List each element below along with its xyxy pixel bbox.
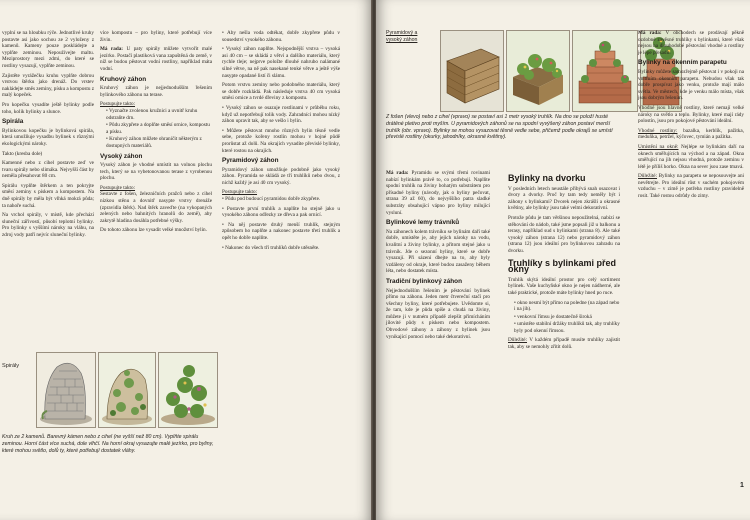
list-item: • Vyznačte zvolenou kružnici a uvnitř kruhu odstraňte drn. xyxy=(106,108,212,121)
heading-tradicni-zahon: Tradiční bylinkový záhon xyxy=(386,277,462,285)
left-page xyxy=(0,0,372,520)
paragraph: • Nakonec do všech tří truhlíků dobře utěsněte. xyxy=(222,244,320,251)
paragraph: Potom vrstvu zeminy nebo podobného materiálu, který se dobře rozkládá. Pak následuje vrstva 40 cm vysoká směsi ornice a tvrdé dřeviny z kompostu. xyxy=(222,82,340,102)
paragraph: Spirálu vyplňte štěrkem a ten pokryjte směsí zeminy s pískem a kompostem. Na dně spirály by měla být vlhká mokrá půda; ta nahoře suchá. xyxy=(2,182,94,209)
figure-caption: Kruh ze 2 kamenů. Barevný kámen nebo z cihel (ne vyšší než 80 cm). Vyplňte spirálu zeminou. Horní část více suchá, dole vlhčí. Na horní okraj vysazujte malé jezírko, pro byliny, které mohou světlo, dolů ty, které potřebují dostatek vláhy. xyxy=(2,434,214,454)
procedure-label: Postupujte takto: xyxy=(100,101,136,108)
paragraph: • Vysoký záhon se osazuje rostlinami v průběhu roku, když už nepotřebují tolik vody. Zahradníci mohou nízký záhon upravit tak, aby se vešlo i bylin. xyxy=(222,104,340,125)
list-item: • okno nesmí být přímo na poledne (na západ nebo i na jih). xyxy=(514,300,620,313)
spiral-illustration-3 xyxy=(158,352,218,428)
heading-bylinkove-lemy: Bylinkové lemy trávníků xyxy=(386,219,460,227)
important-text: V každém případě musíte truhlíky zajistit tak, aby se nemohly zřítit dolů. xyxy=(508,337,620,351)
paragraph: • Na něj postavte druhý menší truhlík, stejným způsobem ho naplňte a nakonec postavte třetí truhlík a opět ho dobře naplňte. xyxy=(222,221,340,242)
important-text: Bylinky na parapetu se neposouvejte ani nevětrejte. Pro ideální růst v suchém pokojovém vzduchu – v zimě je potřeba rostliny pravidelně rosit. Také rostou odrůdy do zimy. xyxy=(638,173,744,200)
paragraph: Protože půdu je tam většinou nepoužitelná, nabízí se stěhování do nádob, také jsme popsali již u balkonu a terasy, například sud s bylinkami (strana 8). Ale také vysoký záhon (strana 12) nebo pyramidový záhon (strana 12) jsou ideální pro bylinkovou zahradu na dvorku. xyxy=(508,214,620,254)
suitable-plants-text: bazalka, kerblík, pažitka, meduňka, petržel, kýčovec, tymián a pažitka. xyxy=(638,127,744,141)
heading-truhliky: Truhlíky s bylinkami před okny xyxy=(508,257,617,275)
important-label: Důležité: xyxy=(508,337,528,344)
bullet-list xyxy=(100,108,212,150)
side-label: Spirály xyxy=(2,363,20,369)
list-item: • Půdu zkypřete a doplňte směsí ornice, kompostu a písku. xyxy=(106,122,212,135)
paragraph: Kamenné nebo z cihel postavte zeď ve tvaru spirály nebo slimáka. Nejvyšší část by neměla přesahovat 80 cm. xyxy=(2,160,94,180)
placement-text: Nejlépe se bylinkám daří na oknech směřujících na východ a na západ. Okna směřující na jih nejsou vhodná, protože zeminu v létě je příliš horko. Okna na sever jsou zase tmavá. xyxy=(638,143,744,170)
pyramid-bed-illustration xyxy=(572,30,638,112)
paragraph: • Aby nešla voda odtékat, dobře zkypřete půdu v sousedství vysokého záhonu. xyxy=(222,30,340,43)
heading-bylinky-na-dvorku: Bylinky na dvorku xyxy=(508,173,586,183)
procedure-label: Postupujte takto: xyxy=(222,189,258,196)
paragraph: • Postavte první truhlík a naplňte ho stejně jako u vysokého záhonu odřezky ze dřeva a pak ornicí. xyxy=(222,205,340,219)
left-column-2 xyxy=(100,30,212,237)
paragraph: Pyramidový záhon umožňuje podobně jako vysoký záhon. Pyramida se skládá ze tří truhlíků nebo dvou, z nichž každý je asi 40 cm vysoký. xyxy=(222,166,340,186)
heading-okenni-parapet: Bylinky na okenním parapetu xyxy=(638,59,727,67)
spiral-illustration-2 xyxy=(98,352,156,428)
heading-pyramidovy-zahon: Pyramidový záhon xyxy=(222,157,279,165)
paragraph: vyplní se na hloubku rýče. Jednotlivé kruhy postavte asi jako sochou ze 2 vyloženy z kamenů. Kameny pouze poskládejte a vyplňte zeminou. Nepoužívejte maltu. Meziprostory mezi zdmi, do které se rostliny vysazují, vyplňte zeminou. xyxy=(2,30,94,69)
spiral-illustration-1 xyxy=(36,352,96,428)
heading-vysoky-zahon: Vysoký záhon xyxy=(100,152,143,160)
tip-label: Má rada: xyxy=(638,30,662,36)
paragraph: Pro kopečku vysadíte ještě bylinky podle toho, kolik bylinky a slunce. xyxy=(2,101,94,115)
left-column-1 xyxy=(2,30,94,242)
paragraph: • Můžete pěstovat mnoho různých bylin těsně vedle sebe, protože kořeny rostlin mohou v hojné půdě prorůstat až dolů. Na okrajích vysadíte převislé bylinky, které rostou na okrajích. xyxy=(222,127,340,154)
tip-label: Má rada: xyxy=(386,170,409,176)
paragraph: Sestavte z fošen, železničních pražců nebo z cihel nízkou stěnu a dovnitř nasypte vrstvy drenáže (zpravidla štěrk). Nad štěrk zaveďte (na vykopaných zelených nebo bahnitých hranolů do země), aby zakrytě hladina dosáhla potřebné výšky. xyxy=(100,191,212,224)
right-column-1 xyxy=(386,170,490,343)
paragraph: Na záhonech kolem trávníku se bylinám daří také dobře, umístěte je, aby jejich nároky na vodu, kvalitní a živiny bylinky, a přitom stejné jako u trávník. Jde o sezonní byliny, které se dobře vysazují. Při sázení dbejte na to, aby byly vzdáleny od okraje, které budou zasaženy během léta, nebo dostatek místa. xyxy=(386,228,490,275)
paragraph: Do tohoto záhonu lze vysadit velké množství bylin. xyxy=(100,227,207,234)
paragraph: Vysoký záhon je vhodné umístit na volnou plochu tech, který se na vybetonovanou terase z vyrobenou plochu. xyxy=(100,162,212,182)
paragraph: Kruhový záhon je nejjednodušším řešením bylinkového záhonu na terase. xyxy=(100,85,212,98)
tip-text: V obchodech se prodávají pěkně ozdobné závěsné truhlíky s bylinkami, které však nejsou na dlouhodobé pěstování vhodné a rostliny je lépe přesadit. xyxy=(638,30,745,56)
left-column-3 xyxy=(222,30,340,254)
paragraph: Nejjednodušším řešením je pěstování bylinek přímo na záhonu. Jeden metr čtvereční stačí pro všechny byliny, které potřebujete. Uvědomte si, že tam, kde je půda spíše a chudá na živiny, můžete ji v nutném případě zlepšit přimícháním jílovité půdy s pískem nebo kompostem. Obvodové záhony a záhony z bylinek jsou vynikající pomocí nebo také dekorativní. xyxy=(386,287,490,340)
paragraph: Na vrchol spirály, v místě, kde přechází sluneční zářivostí, působí teplotní bylinky. Pro bylinky s vyššími nároky na vláhu, na zdroj vody patří nejvíc sluneční bylinky. xyxy=(2,212,94,239)
figure-label: Pyramidový a vysoký záhon xyxy=(386,30,418,43)
heading-spirala: Spirála xyxy=(2,118,24,126)
list-item: • umístěte stabilní držáky truhlíků tak, aby truhlíky byly pod okenní římsou. xyxy=(514,321,620,334)
figure-caption: Z fošen (vlevo) nebo z cihel (vpravo) se postaví asi 1 metr vysoký truhlík. Na dno se položí husté drátěné pletivo proti myším. U pyramidových záhonů se na spodní vyvýšený záhon postaví menší truhlík (obr. vpravo). Bylinky se mohou vysazovat těsně vedle sebe, přičemž podle okrajů se umístí převislé rostliny (okurky, jahodníky, okrasné květiny). xyxy=(386,114,613,141)
paragraph: • Vysoký záhon naplňte. Nejspodnější vrstva – vysoká asi 40 cm – se skládá z větví a dalšího materiálu, který rychle tleje; nejprve položte dlouhé nahrubo nalámané silné větve, na ně pak nasekané tenké větve a ještě výše nasypte opadané listí či slámu. xyxy=(222,46,340,79)
page-number: 1 xyxy=(740,482,744,489)
procedure-label: Postupujte takto: xyxy=(100,184,136,191)
placement-label: Umístění na okně: xyxy=(638,143,679,150)
herbs-bed-illustration xyxy=(506,30,570,112)
bullet-list xyxy=(508,300,620,335)
right-column-3 xyxy=(638,30,744,203)
paragraph: více kompostu – pro byliny, které potřebují více živin. xyxy=(100,30,212,43)
tip-text: U paty spirály můžete vytvořit malé jezírko. Postačí plastiková vana zapuštěná do země, v níž se budou pěstovat vodní rostliny, například máta vodní. xyxy=(100,46,213,72)
paragraph: Zajistěte vyrážečku kruhu vyplňte dobrou vrstvou štěrku jako drenáž. Do vrstev nakládejte směs zeminy, písku a kompostu z malý kopeček. xyxy=(2,72,95,99)
paragraph: Vhodné jsou hlavně rostliny, které nemají velké nároky na světlo a teplo. Bylinky, které mají rády polostín, jsou pro pokojové pěstování ideální. xyxy=(638,104,744,125)
list-item: • Kruhový záhon můžete ohraničit některým z dostupných materiálů. xyxy=(106,136,212,149)
right-column-2 xyxy=(508,170,620,354)
list-item: • venkovní římsu je dostatečně široká xyxy=(514,314,620,321)
paragraph: Bylinky můžete samozřejmě pěstovat i v pokoji na vnitřním okenním parapetu. Nebudou však tak dobře prospívat jako venku, protože mají málo světla. Ve městech, kde je venku málo místa, však jsou dobrým řešením. xyxy=(638,68,744,102)
paragraph: Bylinkovou kopečku je bylinková spirála, která umožňuje vysadbu bylinek s různými ekologickými nároky. xyxy=(2,127,94,147)
tip-label: Má rada: xyxy=(100,46,124,53)
heading-kruhovy-zahon: Kruhový záhon xyxy=(100,75,147,83)
paragraph: • Půdu pod budoucí pyramidou dobře zkypřete. xyxy=(222,196,321,203)
paragraph: Truhlík skýtá ideální prostor pro celý sortiment bylinek. Vaše kuchyňské okno je nejen nádherné, ale také praktické, protože máte bylinky hned po ruce. xyxy=(508,276,620,296)
tip-text: Pyramidu se svými třemi rovinami nabízí bylinkám právě to, co potřebují. Naplňte spodní truhlík na živiny bohatým substrátem pro přísadné byliny (návody, jak o byliny pečovat, strana 39 až 60), do nejvyššího patra sladké substráty obsahující vápno pro byliny milující vysluní. xyxy=(386,170,491,216)
important-label: Důležité: xyxy=(638,173,658,180)
right-page xyxy=(376,0,750,520)
paragraph: Takto (kresba dole) xyxy=(2,150,43,157)
paragraph: V posledních letech neustále přibývá snah osazovat i dvory a dvorky. Proč by tam tedy neměly být i záhony s bylinkami? Dvorek nejen zkrášlí a okrasné květiny, ale bylinky jsou také velmi dekorativní. xyxy=(508,185,620,212)
wooden-bed-illustration xyxy=(440,30,504,112)
suitable-plants-label: Vhodné rostliny: xyxy=(638,127,678,134)
